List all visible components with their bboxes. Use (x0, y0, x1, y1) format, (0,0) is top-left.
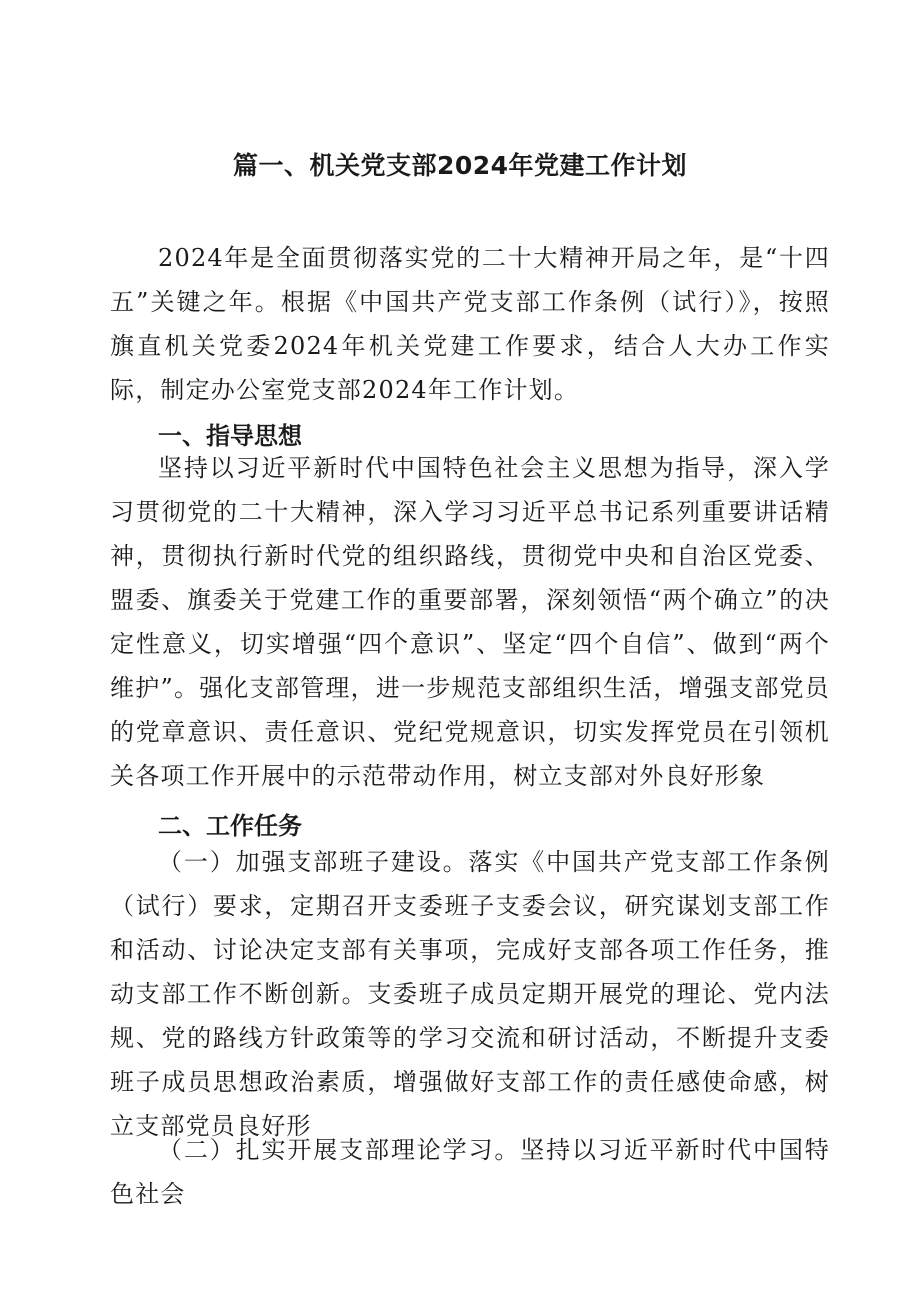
task-paragraph-2: （二）扎实开展支部理论学习。坚持以习近平新时代中国特色社会 (110, 1136, 830, 1208)
document-title: 篇一、机关党支部2024年党建工作计划 (232, 151, 688, 180)
guiding-thought-paragraph: 坚持以习近平新时代中国特色社会主义思想为指导，深入学习贯彻党的二十大精神，深入学习习近平总书记系列重要讲话精神，贯彻执行新时代党的组织路线，贯彻党中央和自治区党委、盟委、旗委关于党建工作的重要部署，深刻领悟“两个确立”的决定性意义，切实增强“四个意识”、坚定“四个自信”、做到“两个维护”。强化支部管理，进一步规范支部组织生活，增强支部党员的党章意识、责任意识、党纪党规意识，切实发挥党员在引领机关各项工作开展中的示范带动作用，树立支部对外良好形象 (110, 454, 830, 790)
section-heading-guiding-thought: 一、指导思想 (158, 422, 302, 450)
task-paragraph-1: （一）加强支部班子建设。落实《中国共产党支部工作条例（试行）要求，定期召开支委班子支委会议，研究谋划支部工作和活动、讨论决定支部有关事项，完成好支部各项工作任务，推动支部工作不断创新。支委班子成员定期开展党的理论、党内法规、党的路线方针政策等的学习交流和研讨活动，不断提升支委班子成员思想政治素质，增强做好支部工作的责任感使命感，树立支部党员良好形 (110, 848, 830, 1140)
section-heading-work-tasks: 二、工作任务 (158, 812, 302, 840)
intro-paragraph: 2024年是全面贯彻落实党的二十大精神开局之年，是“十四五”关键之年。根据《中国共产党支部工作条例（试行）》，按照旗直机关党委2024年机关党建工作要求，结合人大办工作实际，制定办公室党支部2024年工作计划。 (110, 244, 830, 404)
